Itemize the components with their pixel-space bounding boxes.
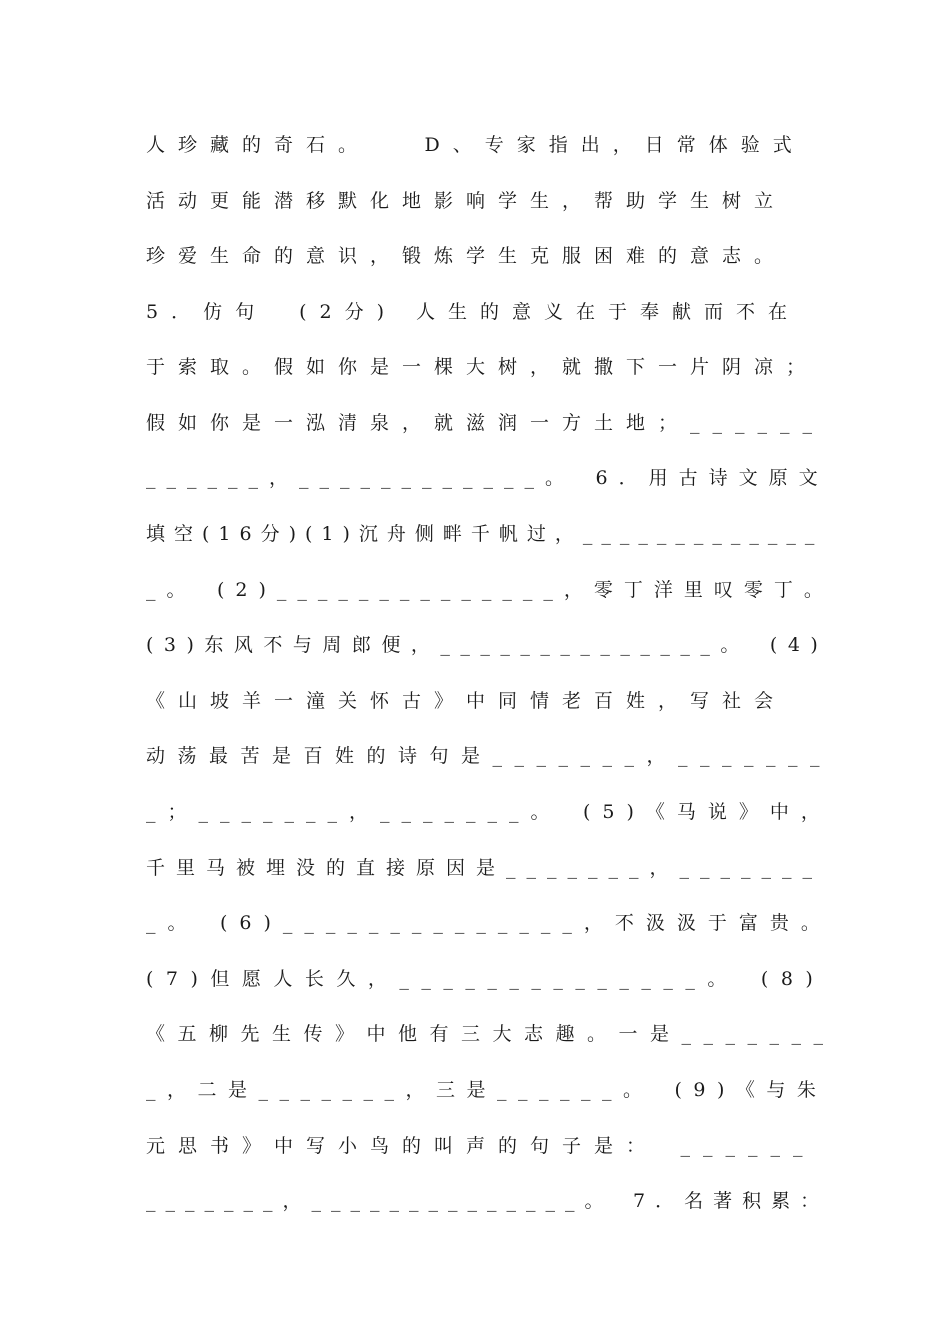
text-line: 《山坡羊一潼关怀古》中同情老百姓，写社会 (146, 690, 787, 712)
text-line: 元思书》中写小鸟的叫声的句子是： ______ (146, 1135, 816, 1157)
text-line: _。 (2)______________，零丁洋里叹零丁。 (146, 579, 834, 601)
text-line: 于索取。假如你是一棵大树，就撒下一片阴凉； (146, 356, 819, 378)
text-line: 假如你是一泓清泉，就滋润一方土地；______ (146, 412, 826, 434)
text-line: _。 (6)______________，不汲汲于富贵。 (146, 912, 832, 934)
text-line: _，二是_______，三是______。 (9)《与朱 (146, 1079, 828, 1101)
text-line: 珍爱生命的意识，锻炼学生克服困难的意志。 (146, 245, 787, 267)
text-line: _；_______，_______。 (5)《马说》中， (146, 801, 832, 823)
text-line: 活动更能潜移默化地影响学生，帮助学生树立 (146, 190, 787, 212)
text-line: 5．仿句 (2分) 人生的意义在于奉献而不在 (146, 301, 801, 323)
text-line: (3)东风不与周郎便，______________。 (4) (146, 634, 829, 656)
text-line: 《五柳先生传》中他有三大志趣。一是_______ (146, 1023, 836, 1045)
text-line: 填空(16分)(1)沉舟侧畔千帆过，_____________ (146, 523, 824, 545)
text-line: (7)但愿人长久，______________。 (8) (146, 968, 826, 990)
text-line: 人珍藏的奇石。 D、专家指出，日常体验式 (146, 134, 805, 156)
text-line: 千里马被埋没的直接原因是_______，_______ (146, 857, 824, 879)
text-line: _______，______________。 7．名著积累： (146, 1190, 830, 1212)
text-line: ______，____________。 6．用古诗文原文 (146, 467, 829, 489)
text-line: 动荡最苦是百姓的诗句是_______，_______ (146, 745, 833, 767)
